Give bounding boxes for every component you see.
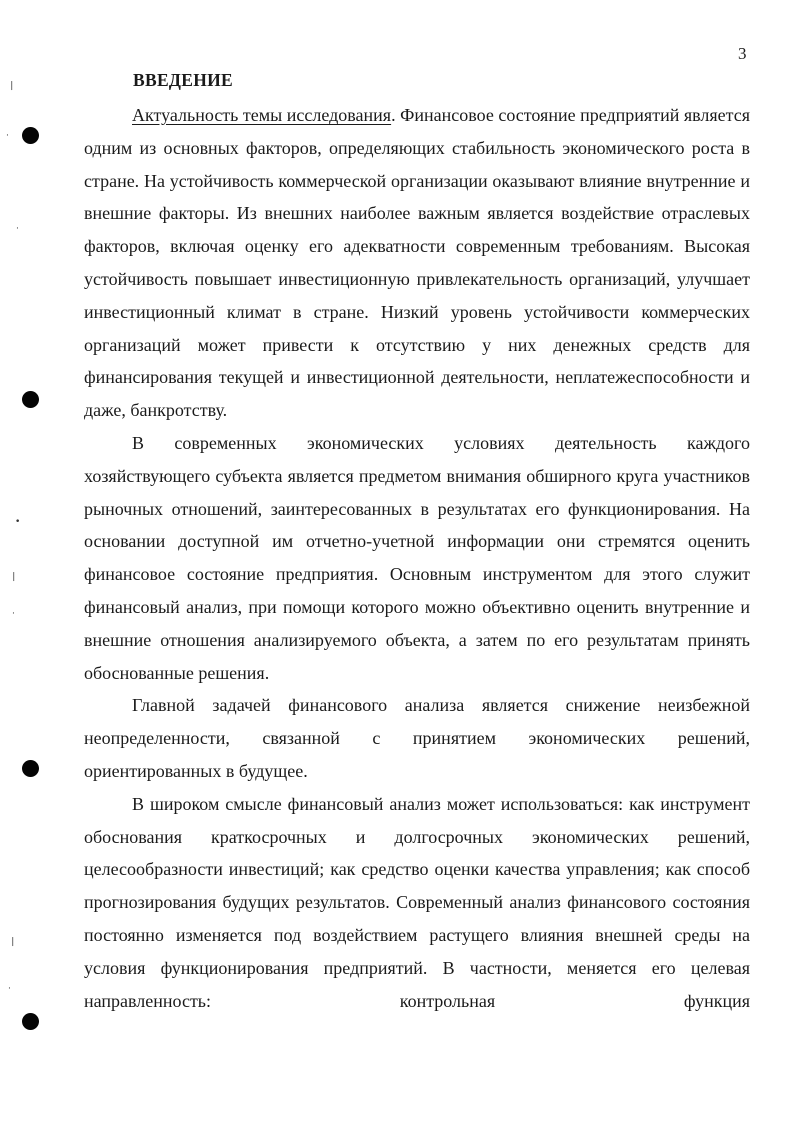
page-heading: ВВЕДЕНИЕ — [133, 70, 234, 90]
scan-speck: · — [6, 131, 9, 141]
scan-speck: · — [8, 984, 11, 994]
punch-hole — [22, 1013, 39, 1030]
page-number: 3 — [738, 44, 747, 63]
body-text — [84, 99, 750, 1017]
scan-speck: ❘ — [10, 572, 18, 582]
underlined-lead: Актуальность темы исследования — [132, 105, 392, 125]
scan-speck: · — [16, 224, 19, 234]
paragraph: В современных экономических условиях деятельность каждого хозяйствующего субъекта является предметом внимания обширного круга участников рыночных отношений, заинтересованных в результатах его функционирования. На основании доступной им отчетно-учетной информации они стремятся оценить финансовое состояние предприятия. Основным инструментом для этого служит финансовый анализ, при помощи которого можно объективно оценить внутренние и внешние отношения анализируемого объекта, а затем по его результатам принять обоснованные решения. — [84, 432, 750, 683]
paragraph — [84, 99, 750, 427]
paragraph: В широком смысле финансовый анализ может использоваться: как инструмент обоснования краткосрочных и долгосрочных экономических решений, целесообразности инвестиций; как средство оценки качества управления; как способ прогнозирования будущих результатов. Современный анализ финансового состояния постоянно изменяется под воздействием растущего влияния внешней среды на условия функционирования предприятий. В частности, меняется его целевая направленность: контрольная функция — [84, 793, 750, 1011]
scan-speck: • — [15, 517, 21, 527]
scan-speck: ❘ — [9, 937, 17, 947]
punch-hole — [22, 391, 39, 408]
punch-hole — [22, 760, 39, 777]
paragraph-text: . Финансовое состояние предприятий является одним из основных факторов, определяющих стабильность экономического роста в стране. На устойчивость коммерческой организации оказывают влияние внутренние и внешние факторы. Из внешних наиболее важным является воздействие отраслевых факторов, включая оценку его адекватности современным требованиям. Высокая устойчивость повышает инвестиционную привлекательность организаций, улучшает инвестиционный климат в стране. Низкий уровень устойчивости коммерческих организаций может привести к отсутствию у них денежных средств для финансирования текущей и инвестиционной деятельности, неплатежеспособности и даже, банкротству. — [84, 105, 751, 421]
scan-speck: ❘ — [8, 81, 16, 91]
punch-hole — [22, 127, 39, 144]
paragraph: Главной задачей финансового анализа является снижение неизбежной неопределенности, связанной с принятием экономических решений, ориентированных в будущее. — [84, 695, 750, 781]
scan-speck: · — [12, 609, 15, 619]
